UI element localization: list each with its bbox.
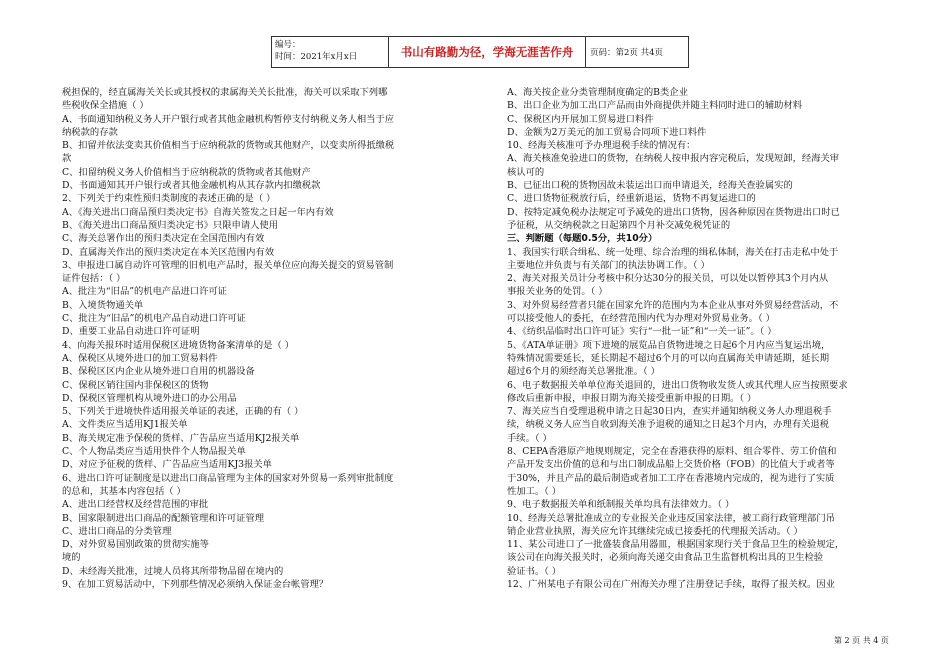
text-line: 超过6个月的须经海关总署批准。（ ） bbox=[507, 366, 660, 378]
text-line: 主要地位并负责与有关部门的执法协调工作。（ ） bbox=[507, 259, 710, 271]
text-line: 9、在加工贸易活动中，下列那些情况必须纳入保证金台帐管理？ bbox=[62, 578, 329, 590]
text-line: 销企业营业执照，海关应允许其继续完成已接委托的代理报关活动。（ ） bbox=[507, 525, 803, 537]
text-line: C、批注为“旧品”的机电产品自动进口许可证 bbox=[62, 313, 246, 325]
text-line: D、保税区管理机构从境外进口的办公用品 bbox=[62, 392, 237, 404]
text-line: A、批注为“旧品”的机电产品进口许可证 bbox=[62, 286, 227, 298]
text-line: 8、CEPA香港原产地规则规定，完全在香港获得的原料、组合零件、劳工价值和 bbox=[507, 446, 837, 458]
text-line: 可以接受他人的委托，在经营范围内代为办理对外贸易业务。（ ） bbox=[507, 313, 775, 325]
header-time: 时间：2021年x月x日 bbox=[275, 52, 358, 62]
text-line: C、进出口商品的分类管理 bbox=[62, 525, 172, 537]
text-line: D、书面通知其开户银行或者其他金融机构从其存款内扣缴税款 bbox=[62, 180, 321, 192]
text-line: 10、经海关核准可予办理退税手续的情况有： bbox=[507, 140, 696, 152]
text-line: 11、某公司进口了一批盛装食品用器皿，根据国家现行关于食品卫生的检验规定， bbox=[507, 539, 845, 551]
text-line: A、《海关进出口商品预归类决定书》自海关签发之日起一年内有效 bbox=[62, 206, 334, 218]
text-line: 1、我国实行联合缉私、统一处理、综合治理的缉私体制，海关在打击走私中处于 bbox=[507, 246, 839, 258]
text-line: B、海关规定准予保税的货样、广告品应当适用KJ2报关单 bbox=[62, 432, 300, 444]
text-line: A、文件类应当适用KJ1报关单 bbox=[62, 419, 188, 431]
text-line: A、书面通知纳税义务人开户银行或者其他金融机构暂停支付纳税义务人相当于应 bbox=[62, 113, 395, 125]
text-line: B、入境货物通关单 bbox=[62, 299, 144, 311]
text-line: C、进口货物征税放行后，经重新退运，货物不再复运进口的 bbox=[507, 193, 756, 205]
text-line: C、扣留纳税义务人价值相当于应纳税款的货物或者其他财产 bbox=[62, 166, 311, 178]
text-line: A、进出口经营权及经营范围的审批 bbox=[62, 499, 209, 511]
text-line: 的总和，其基本内容包括（ ） bbox=[62, 485, 186, 497]
text-line: B、《海关进出口商品预归类决定书》只限申请人使用 bbox=[62, 219, 279, 231]
text-line: 修改后重新申报，申报日期为海关接受重新申报的日期。（ ） bbox=[507, 392, 757, 404]
text-line: 税担保的，经直属海关关长或其授权的隶属海关关长批准，海关可以采取下列哪 bbox=[62, 87, 388, 98]
text-line: 产品开发支出价值的总和与出口制成品船上交货价格（FOB）的比值大于或者等 bbox=[507, 459, 835, 471]
text-line: C、保税区销往国内非保税区的货物 bbox=[62, 379, 209, 391]
text-line: 性加工。（ ） bbox=[507, 485, 562, 497]
right-column bbox=[507, 86, 899, 591]
text-line: 该公司在向海关报关时，必须向海关递交由食品卫生监督机构出具的卫生检验 bbox=[507, 552, 824, 564]
text-line: D、直属海关作出的预归类决定在本关区范围内有效 bbox=[62, 246, 274, 258]
text-line: 6、进出口许可证制度是以进出口商品管理为主体的国家对外贸易一系列审批制度 bbox=[62, 472, 394, 484]
text-line: 9、电子数据报关单和纸制报关单均具有法律效力。（ ） bbox=[507, 499, 735, 511]
text-line: 境的 bbox=[62, 552, 81, 564]
header-meta bbox=[272, 37, 389, 67]
header-page-info: 页码：第2页 共4页 bbox=[590, 48, 664, 58]
text-line: 予征税，从交纳税款之日起第四个月补交减免税凭证的 bbox=[507, 219, 731, 231]
text-line: D、未经海关批准，过境人员将其所带物品留在境内的 bbox=[62, 565, 284, 577]
text-line: 3、申报进口属自动许可管理的旧机电产品时，报关单位应向海关提交的贸易管制 bbox=[62, 259, 394, 271]
text-line: D、对应予征税的货样、广告品应当适用KJ3报关单 bbox=[62, 459, 272, 471]
text-line: 纳税款的存款 bbox=[62, 126, 118, 138]
text-line: B、扣留并依法变卖其价值相当于应纳税款的货物或其他财产，以变卖所得抵缴税 bbox=[62, 140, 395, 152]
text-line: 核认可的 bbox=[507, 166, 545, 178]
text-line: 续，纳税义务人应当自收到海关准予退税的通知之日起3个月内，办理有关退税 bbox=[507, 419, 830, 431]
header-motto: 书山有路勤为径，学海无涯苦作舟 bbox=[389, 37, 586, 67]
text-line: C、海关总署作出的预归类决定在全国范围内有效 bbox=[62, 233, 265, 245]
text-line: D、金额为2万美元的加工贸易合同项下进口料件 bbox=[507, 126, 707, 138]
text-line: 些税收保全措施（ ） bbox=[62, 100, 149, 112]
text-line: 款 bbox=[62, 153, 72, 165]
text-line: 事报关业务的处罚。（ ） bbox=[507, 286, 608, 298]
page-header bbox=[271, 36, 689, 68]
text-line: 10、经海关总署批准成立的专业报关企业违反国家法律，被工商行政管理部门吊 bbox=[507, 512, 835, 524]
text-line: B、保税区区内企业从境外进口自用的机器设备 bbox=[62, 366, 255, 378]
text-line: B、已征出口税的货物因故未装运出口而申请退关，经海关查验属实的 bbox=[507, 180, 793, 192]
text-line: D、重要工业品自动进口许可证明 bbox=[62, 326, 200, 338]
text-line: 2、下列关于约束性预归类制度的表述正确的是（ ） bbox=[62, 193, 276, 205]
text-line: 5、下列关于进境快件适用报关单证的表述，正确的有（ ） bbox=[62, 406, 304, 418]
text-line: A、保税区从境外进口的加工贸易料件 bbox=[62, 352, 218, 364]
page-footer: 第 2 页 共 4 页 bbox=[834, 636, 889, 645]
text-line: 验证书。（ ） bbox=[507, 565, 562, 577]
text-line: 4、《纺织品临时出口许可证》实行“一批一证”和“一关一证”。（ ） bbox=[507, 326, 777, 338]
text-line: 特殊情况需要延长，延长期起不超过6个月的可以向直属海关申请延期，延长期 bbox=[507, 352, 830, 364]
text-line: D、按特定减免税办法规定可予减免的进出口货物，因各种原因在货物进出口时已 bbox=[507, 206, 840, 218]
left-column bbox=[62, 86, 474, 591]
text-line: 手续。（ ） bbox=[507, 432, 552, 444]
text-line: C、保税区内开展加工贸易进口料件 bbox=[507, 113, 654, 125]
text-line: 2、海关对报关员计分考核中积分达30分的报关员，可以处以暂停其3个月内从 bbox=[507, 273, 829, 285]
text-line: 三、判断题（每题0.5分，共10分） bbox=[507, 233, 658, 245]
text-line: 6、电子数据报关单单位海关退回的，进出口货物收发货人或其代理人应当按照要求 bbox=[507, 379, 848, 391]
text-line: A、海关核准免验进口的货物，在纳税人按申报内容完税后，发现短卸，经海关审 bbox=[507, 153, 840, 165]
text-line: 于30%，并且产品的最后制造或者加工工序在香港境内完成的，视为进行了实质 bbox=[507, 472, 835, 484]
text-line: 7、海关应当自受理退税申请之日起30日内，查实并通知纳税义务人办理退税手 bbox=[507, 406, 832, 418]
text-line: C、个人物品类应当适用快件个人物品报关单 bbox=[62, 446, 246, 458]
text-line: 12、广州某电子有限公司在广州海关办理了注册登记手续，取得了报关权。因业 bbox=[507, 578, 835, 590]
text-line: B、出口企业为加工出口产品而由外商提供并随主料同时进口的辅助材料 bbox=[507, 100, 803, 112]
header-number-label: 编号： bbox=[275, 40, 301, 50]
text-line: A、海关按企业分类管理制度确定的B类企业 bbox=[507, 87, 688, 98]
text-line: 5、《ATA单证册》项下进境的展览品自货物进境之日起6个月内应当复运出境， bbox=[507, 339, 831, 351]
text-line: 4、向海关报环时适用保税区进境货物备案清单的是（ ） bbox=[62, 339, 294, 351]
text-line: B、国家限制进出口商品的配额管理和许可证管理 bbox=[62, 512, 265, 524]
text-line: 证件包括：（ ） bbox=[62, 273, 126, 285]
text-line: D、对外贸易国别政策的贯彻实施等 bbox=[62, 539, 209, 551]
text-line: 3、对外贸易经营者只能在国家允许的范围内为本企业从事对外贸易经营活动，不 bbox=[507, 299, 839, 311]
